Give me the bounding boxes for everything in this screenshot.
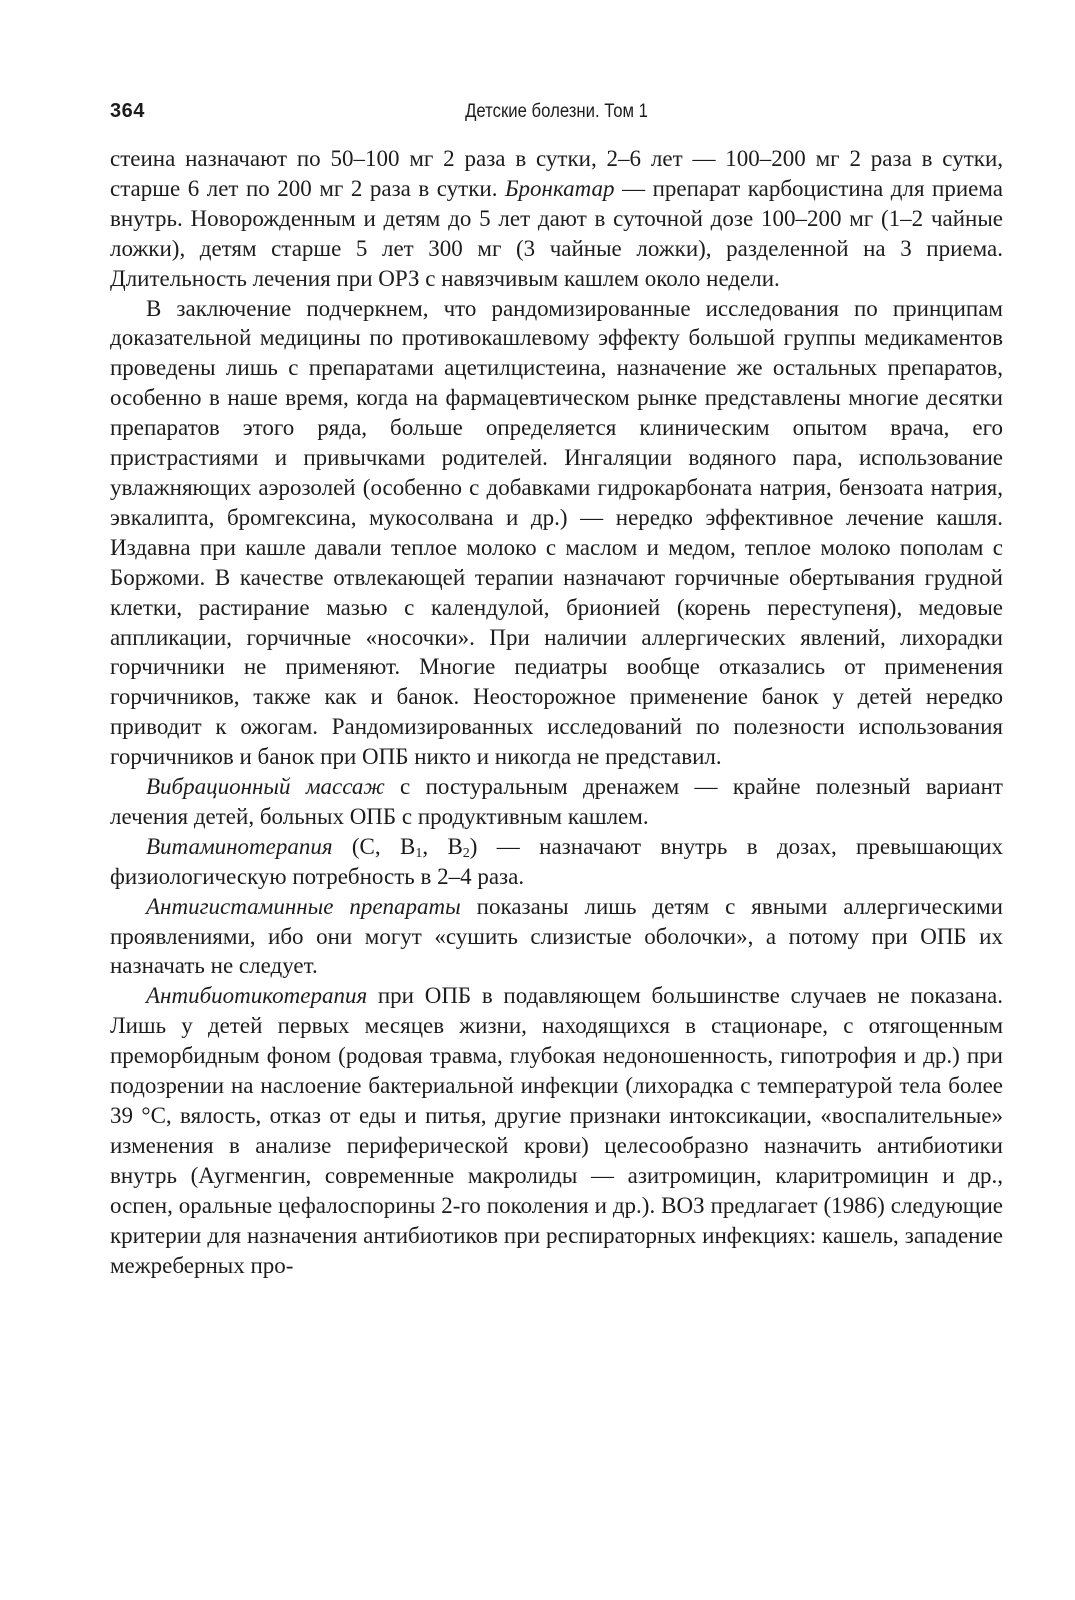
paragraph-vibration-massage: Вибрационный массаж с постуральным дренажем — крайне полезный вариант лечения детей, больных ОПБ с продуктивным кашлем.	[110, 774, 1003, 829]
paragraph-antihistamines: Антигистаминные препараты показаны лишь детям с явными аллергическими проявлениями, ибо они могут «сушить слизистые оболочки», а потому при ОПБ их назначать не следует.	[110, 893, 1003, 979]
body-text	[110, 144, 1003, 1280]
book-title: Детские болезни. Том 1	[465, 101, 648, 122]
paragraph-antibiotic-therapy: Антибиотикотерапия при ОПБ в подавляющем большинстве случаев не показана. Лишь у детей первых месяцев жизни, находящихся в стационаре, с отягощенным преморбидным фоном (родовая травма, глубокая недоношенность, гипотрофия и др.) при подозрении на наслоение бактериальной инфекции (лихорадка с температурой тела более 39 °С, вялость, отказ от еды и питья, другие признаки интоксикации, «воспалительные» изменения в анализе периферической крови) целесообразно назначить антибиотики внутрь (Аугменгин, современные макролиды — азитромицин, кларитромицин и др., оспен, оральные цефалоспорины 2-го поколения и др.). ВОЗ предлагает (1986) следующие критерии для назначения антибиотиков при респираторных инфекциях: кашель, западение межреберных про-	[110, 983, 1003, 1278]
page-number: 364	[110, 100, 145, 122]
paragraph-continuation: стеина назначают по 50–100 мг 2 раза в сутки, 2–6 лет — 100–200 мг 2 раза в сутки, старше 6 лет по 200 мг 2 раза в сутки. Бронкатар — препарат карбоцистина для приема внутрь. Новорожденным и детям до 5 лет дают в суточной дозе 100–200 мг (1–2 чайные ложки), детям старше 5 лет 300 мг (3 чайные ложки), разделенной на 3 приема. Длительность лечения при ОРЗ с навязчивым кашлем около недели.	[110, 146, 1003, 291]
drug-name-bronkatar: Бронкатар	[504, 175, 615, 201]
term-vitamin-therapy: Витаминотерапия	[146, 833, 333, 859]
paragraph-vitamin-therapy: Витаминотерапия (С, $В_1$, $В_2$) — назначают внутрь в дозах, превышающих физиологическую потребность в 2–4 раза.	[110, 833, 1004, 889]
term-antibiotic-therapy: Антибиотикотерапия	[146, 983, 368, 1009]
term-antihistamines: Антигистаминные препараты	[146, 893, 461, 919]
paragraph-conclusion: В заключение подчеркнем, что рандомизированные исследования по принципам доказательной медицины по противокашлевому эффекту большой группы медикаментов проведены лишь с препаратами ацетилцистеина, назначение же остальных препаратов, особенно в наше время, когда на фармацевтическом рынке представлены многие десятки препаратов этого ряда, больше определяется клиническим опытом врача, его пристрастиями и привычками родителей. Ингаляции водяного пара, использование увлажняющих аэрозолей (особенно с добавками гидрокарбоната натрия, бензоата натрия, эвкалипта, бромгексина, мукосолвана и др.) — нередко эффективное лечение кашля. Издавна при кашле давали теплое молоко с маслом и медом, теплое молоко пополам с Боржоми. В качестве отвлекающей терапии назначают горчичные обертывания грудной клетки, растирание мазью с календулой, брионией (корень переступеня), медовые аппликации, горчичные «носочки». При наличии аллергических явлений, лихорадки горчичники не применяют. Многие педиатры вообще отказались от применения горчичников, также как и банок. Неосторожное применение банок у детей нередко приводит к ожогам. Рандомизированных исследований по полезности использования горчичников и банок при ОПБ никто и никогда не представил.	[110, 295, 1003, 770]
term-vibration-massage: Вибрационный массаж	[146, 774, 385, 800]
running-header	[110, 100, 1003, 130]
